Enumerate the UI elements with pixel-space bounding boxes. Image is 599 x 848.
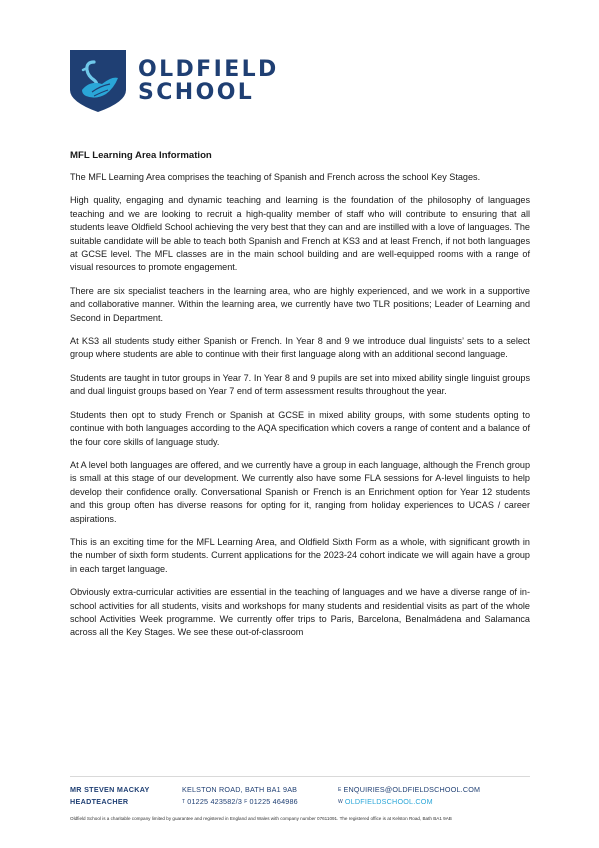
fax: 01225 464986 — [249, 797, 298, 806]
school-name-line1: OLDFIELD — [138, 57, 279, 82]
footer-headteacher — [70, 784, 150, 808]
document-body — [70, 150, 530, 650]
paragraph: At A level both languages are offered, and we currently have a group in each language, although the French group is small at this stage of our development. We currently also have some FLA sessions for A-level linguists to help develop their confidence orally. Conversational Spanish or French is an Enrichment option for Year 12 students and this group often has diverse reasons for opting for it, ranging from holiday experiences to UCAS / career aspirations. — [70, 459, 530, 524]
paragraph: Students are taught in tutor groups in Year 7. In Year 8 and 9 pupils are set into mixed ability single linguist groups and dual linguist groups based on Year 7 end of term assessment results throughout the year. — [70, 372, 530, 397]
address: KELSTON ROAD, BATH BA1 9AB — [182, 785, 298, 794]
fax-prefix: F — [244, 799, 248, 805]
legal-notice: Oldfield School is a charitable company limited by guarantee and registered in England and Wales with company number 07611091. The registered office is at Kelston Road, Bath BA1 9AB — [70, 816, 452, 821]
school-name-line2: SCHOOL — [138, 80, 255, 105]
email-line — [338, 784, 480, 796]
paragraph: High quality, engaging and dynamic teaching and learning is the foundation of the philosophy of languages teaching and we are looking to recruit a high-quality member of staff who will contribute to ensuring that all students leave Oldfield School achieving the very best that they can and are instilled with a love of languages. The suitable candidate will be able to teach both Spanish and French at KS3 and at least French, if not both languages at GCSE level. The MFL classes are in the main school building and are well-equipped rooms with a range of visual resources to promote engagement. — [70, 195, 530, 273]
web-line — [338, 796, 480, 808]
website-link[interactable]: OLDFIELDSCHOOL.COM — [344, 797, 433, 806]
phone: 01225 423582/3 — [187, 797, 243, 806]
phone-line — [182, 796, 298, 808]
footer-contact — [338, 784, 480, 808]
footer-address — [182, 784, 298, 808]
swan-crest-icon — [70, 50, 126, 112]
school-logo — [70, 50, 279, 112]
document-heading: MFL Learning Area Information — [70, 150, 212, 161]
paragraph: Obviously extra-curricular activities are essential in the teaching of languages and we have a diverse range of in-school activities for all students, visits and workshops for many students and residential visits as part of the whole school Activities Week programme. We currently offer trips to Paris, Barcelona, Benalmádena and Salamanca across all the Key Stages. We see these out-of-classroom — [70, 587, 530, 638]
email-prefix: E — [338, 787, 342, 793]
paragraph: The MFL Learning Area comprises the teaching of Spanish and French across the school Key Stages. — [70, 172, 481, 182]
paragraph: This is an exciting time for the MFL Learning Area, and Oldfield Sixth Form as a whole, with significant growth in the number of sixth form students. Current applications for the 2023-24 cohort indicate we will again have a group in each target language. — [70, 536, 530, 574]
paragraph: Students then opt to study French or Spanish at GCSE in mixed ability groups, with some students opting to continue with both languages according to the AQA specification which covers a range of content and a balance of the four core skills of language study. — [70, 409, 530, 447]
school-name — [138, 58, 279, 104]
phone-prefix: T — [182, 799, 186, 805]
footer-divider — [70, 776, 530, 777]
paragraph: There are six specialist teachers in the learning area, who are highly experienced, and we work in a supportive and collaborative manner. Within the learning area, we currently have two TLR positions; Leader of Learning and Second in Department. — [70, 285, 530, 323]
paragraph: At KS3 all students study either Spanish or French. In Year 8 and 9 we introduce dual linguists’ sets to a select group where students are able to continue with their first language along with an additional second language. — [70, 336, 530, 360]
headteacher-title: HEADTEACHER — [70, 797, 129, 806]
email-link[interactable]: ENQUIRIES@OLDFIELDSCHOOL.COM — [343, 785, 481, 794]
web-prefix: W — [338, 799, 343, 805]
headteacher-name: MR STEVEN MACKAY — [70, 785, 150, 794]
